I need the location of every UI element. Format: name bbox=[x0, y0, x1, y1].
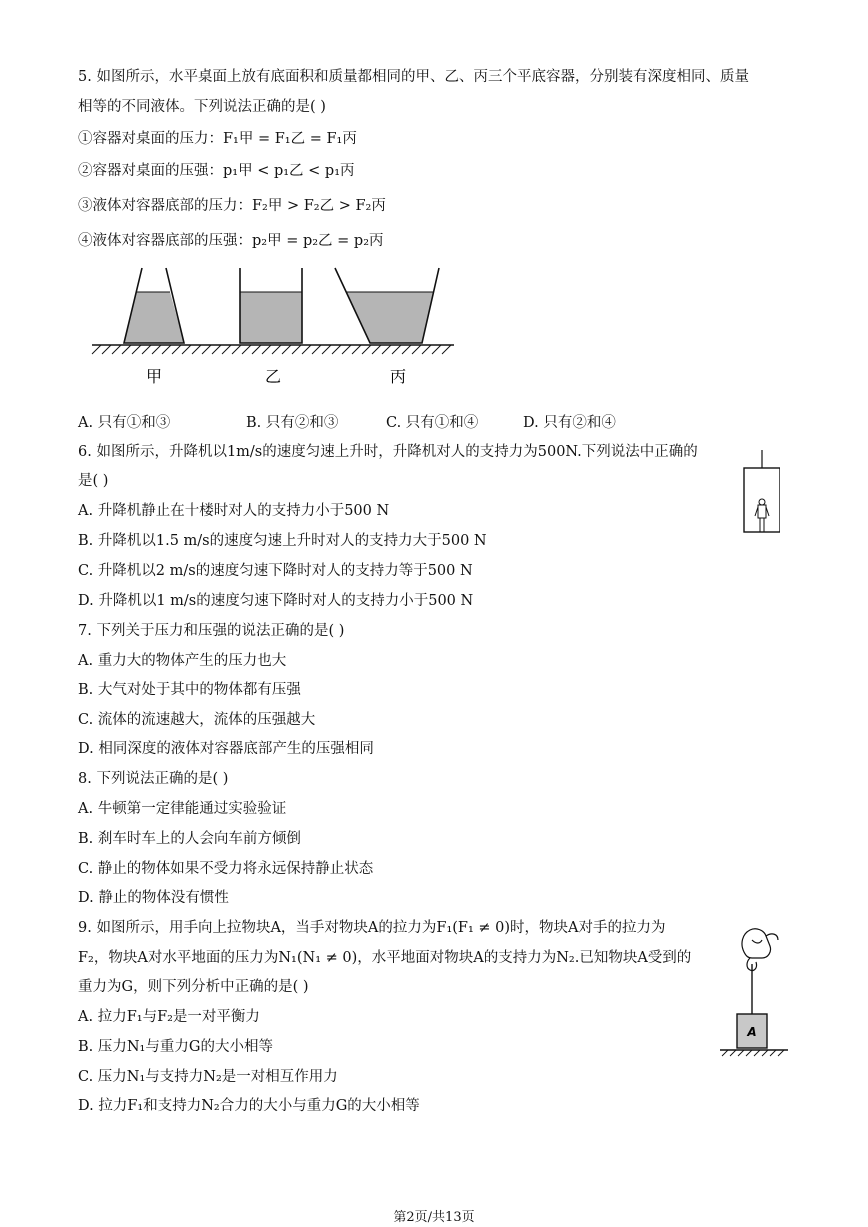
q5-stem-line1: 5. 如图所示，水平桌面上放有底面积和质量都相同的甲、乙、丙三个平底容器，分别装有深度相同、质量 bbox=[78, 69, 749, 85]
q5-statement-2: ②容器对桌面的压强：p₁甲 < p₁乙 < p₁丙 bbox=[78, 163, 355, 179]
block-a-label: A bbox=[747, 1025, 757, 1039]
q5-option-a[interactable]: A. 只有①和③ bbox=[78, 415, 171, 431]
table-hatching bbox=[92, 345, 451, 354]
q5-option-d[interactable]: D. 只有②和④ bbox=[523, 415, 616, 431]
q8-option-b[interactable]: B. 刹车时车上的人会向车前方倾倒 bbox=[78, 831, 301, 847]
q9-option-a[interactable]: A. 拉力F₁与F₂是一对平衡力 bbox=[78, 1009, 260, 1025]
q9-option-c[interactable]: C. 压力N₁与支持力N₂是一对相互作用力 bbox=[78, 1069, 338, 1085]
q9-stem-line1: 9. 如图所示，用手向上拉物块A，当手对物块A的拉力为F₁(F₁ ≠ 0)时，物块A对手的拉力为 bbox=[78, 920, 666, 936]
q8-option-a[interactable]: A. 牛顿第一定律能通过实验验证 bbox=[78, 801, 287, 817]
q8-stem: 8. 下列说法正确的是( ) bbox=[78, 771, 229, 787]
q9-option-d[interactable]: D. 拉力F₁和支持力N₂合力的大小与重力G的大小相等 bbox=[78, 1098, 420, 1114]
label-yi: 乙 bbox=[264, 367, 282, 386]
q8-option-d[interactable]: D. 静止的物体没有惯性 bbox=[78, 890, 229, 906]
hand-icon bbox=[742, 929, 778, 971]
q6-option-c[interactable]: C. 升降机以2 m/s的速度匀速下降时对人的支持力等于500 N bbox=[78, 563, 473, 579]
person-icon bbox=[755, 499, 769, 532]
q6-option-d[interactable]: D. 升降机以1 m/s的速度匀速下降时对人的支持力小于500 N bbox=[78, 593, 474, 609]
hand-pull-block-figure bbox=[716, 922, 792, 1058]
q5-statement-4: ④液体对容器底部的压强：p₂甲 = p₂乙 = p₂丙 bbox=[78, 233, 384, 249]
elevator-cabin bbox=[744, 468, 780, 532]
label-bing: 丙 bbox=[389, 367, 407, 386]
elevator-figure bbox=[740, 448, 780, 538]
q7-option-c[interactable]: C. 流体的流速越大，流体的压强越大 bbox=[78, 712, 316, 728]
q5-option-b[interactable]: B. 只有②和③ bbox=[246, 415, 339, 431]
q6-option-b[interactable]: B. 升降机以1.5 m/s的速度匀速上升时对人的支持力大于500 N bbox=[78, 533, 487, 549]
q7-option-b[interactable]: B. 大气对处于其中的物体都有压强 bbox=[78, 682, 301, 698]
q6-stem-line2: 是( ) bbox=[78, 473, 109, 489]
q9-option-b[interactable]: B. 压力N₁与重力G的大小相等 bbox=[78, 1039, 273, 1055]
q7-option-a[interactable]: A. 重力大的物体产生的压力也大 bbox=[78, 653, 287, 669]
container-jia-liquid bbox=[124, 292, 184, 343]
q5-containers-figure bbox=[88, 262, 460, 392]
label-jia: 甲 bbox=[145, 367, 163, 386]
q6-stem-line1: 6. 如图所示，升降机以1m/s的速度匀速上升时，升降机对人的支持力为500N.下列说法中正确的 bbox=[78, 444, 698, 460]
page-footer: 第2页/共13页 bbox=[393, 1210, 475, 1225]
q5-option-c[interactable]: C. 只有①和④ bbox=[386, 415, 479, 431]
q7-option-d[interactable]: D. 相同深度的液体对容器底部产生的压强相同 bbox=[78, 741, 374, 757]
q8-option-c[interactable]: C. 静止的物体如果不受力将永远保持静止状态 bbox=[78, 861, 374, 877]
q5-statement-3: ③液体对容器底部的压力：F₂甲 > F₂乙 > F₂丙 bbox=[78, 198, 386, 214]
q5-statement-1: ①容器对桌面的压力：F₁甲 = F₁乙 = F₁丙 bbox=[78, 131, 357, 147]
container-bing-liquid bbox=[346, 292, 433, 343]
q5-stem-line2: 相等的不同液体。下列说法正确的是( ) bbox=[78, 99, 326, 115]
q9-stem-line3: 重力为G，则下列分析中正确的是( ) bbox=[78, 979, 309, 995]
q7-stem: 7. 下列关于压力和压强的说法正确的是( ) bbox=[78, 623, 345, 639]
q6-option-a[interactable]: A. 升降机静止在十楼时对人的支持力小于500 N bbox=[78, 503, 390, 519]
container-yi-liquid bbox=[240, 292, 302, 343]
q9-stem-line2: F₂，物块A对水平地面的压力为N₁(N₁ ≠ 0)，水平地面对物块A的支持力为N₂.已知物块A受到的 bbox=[78, 950, 692, 966]
